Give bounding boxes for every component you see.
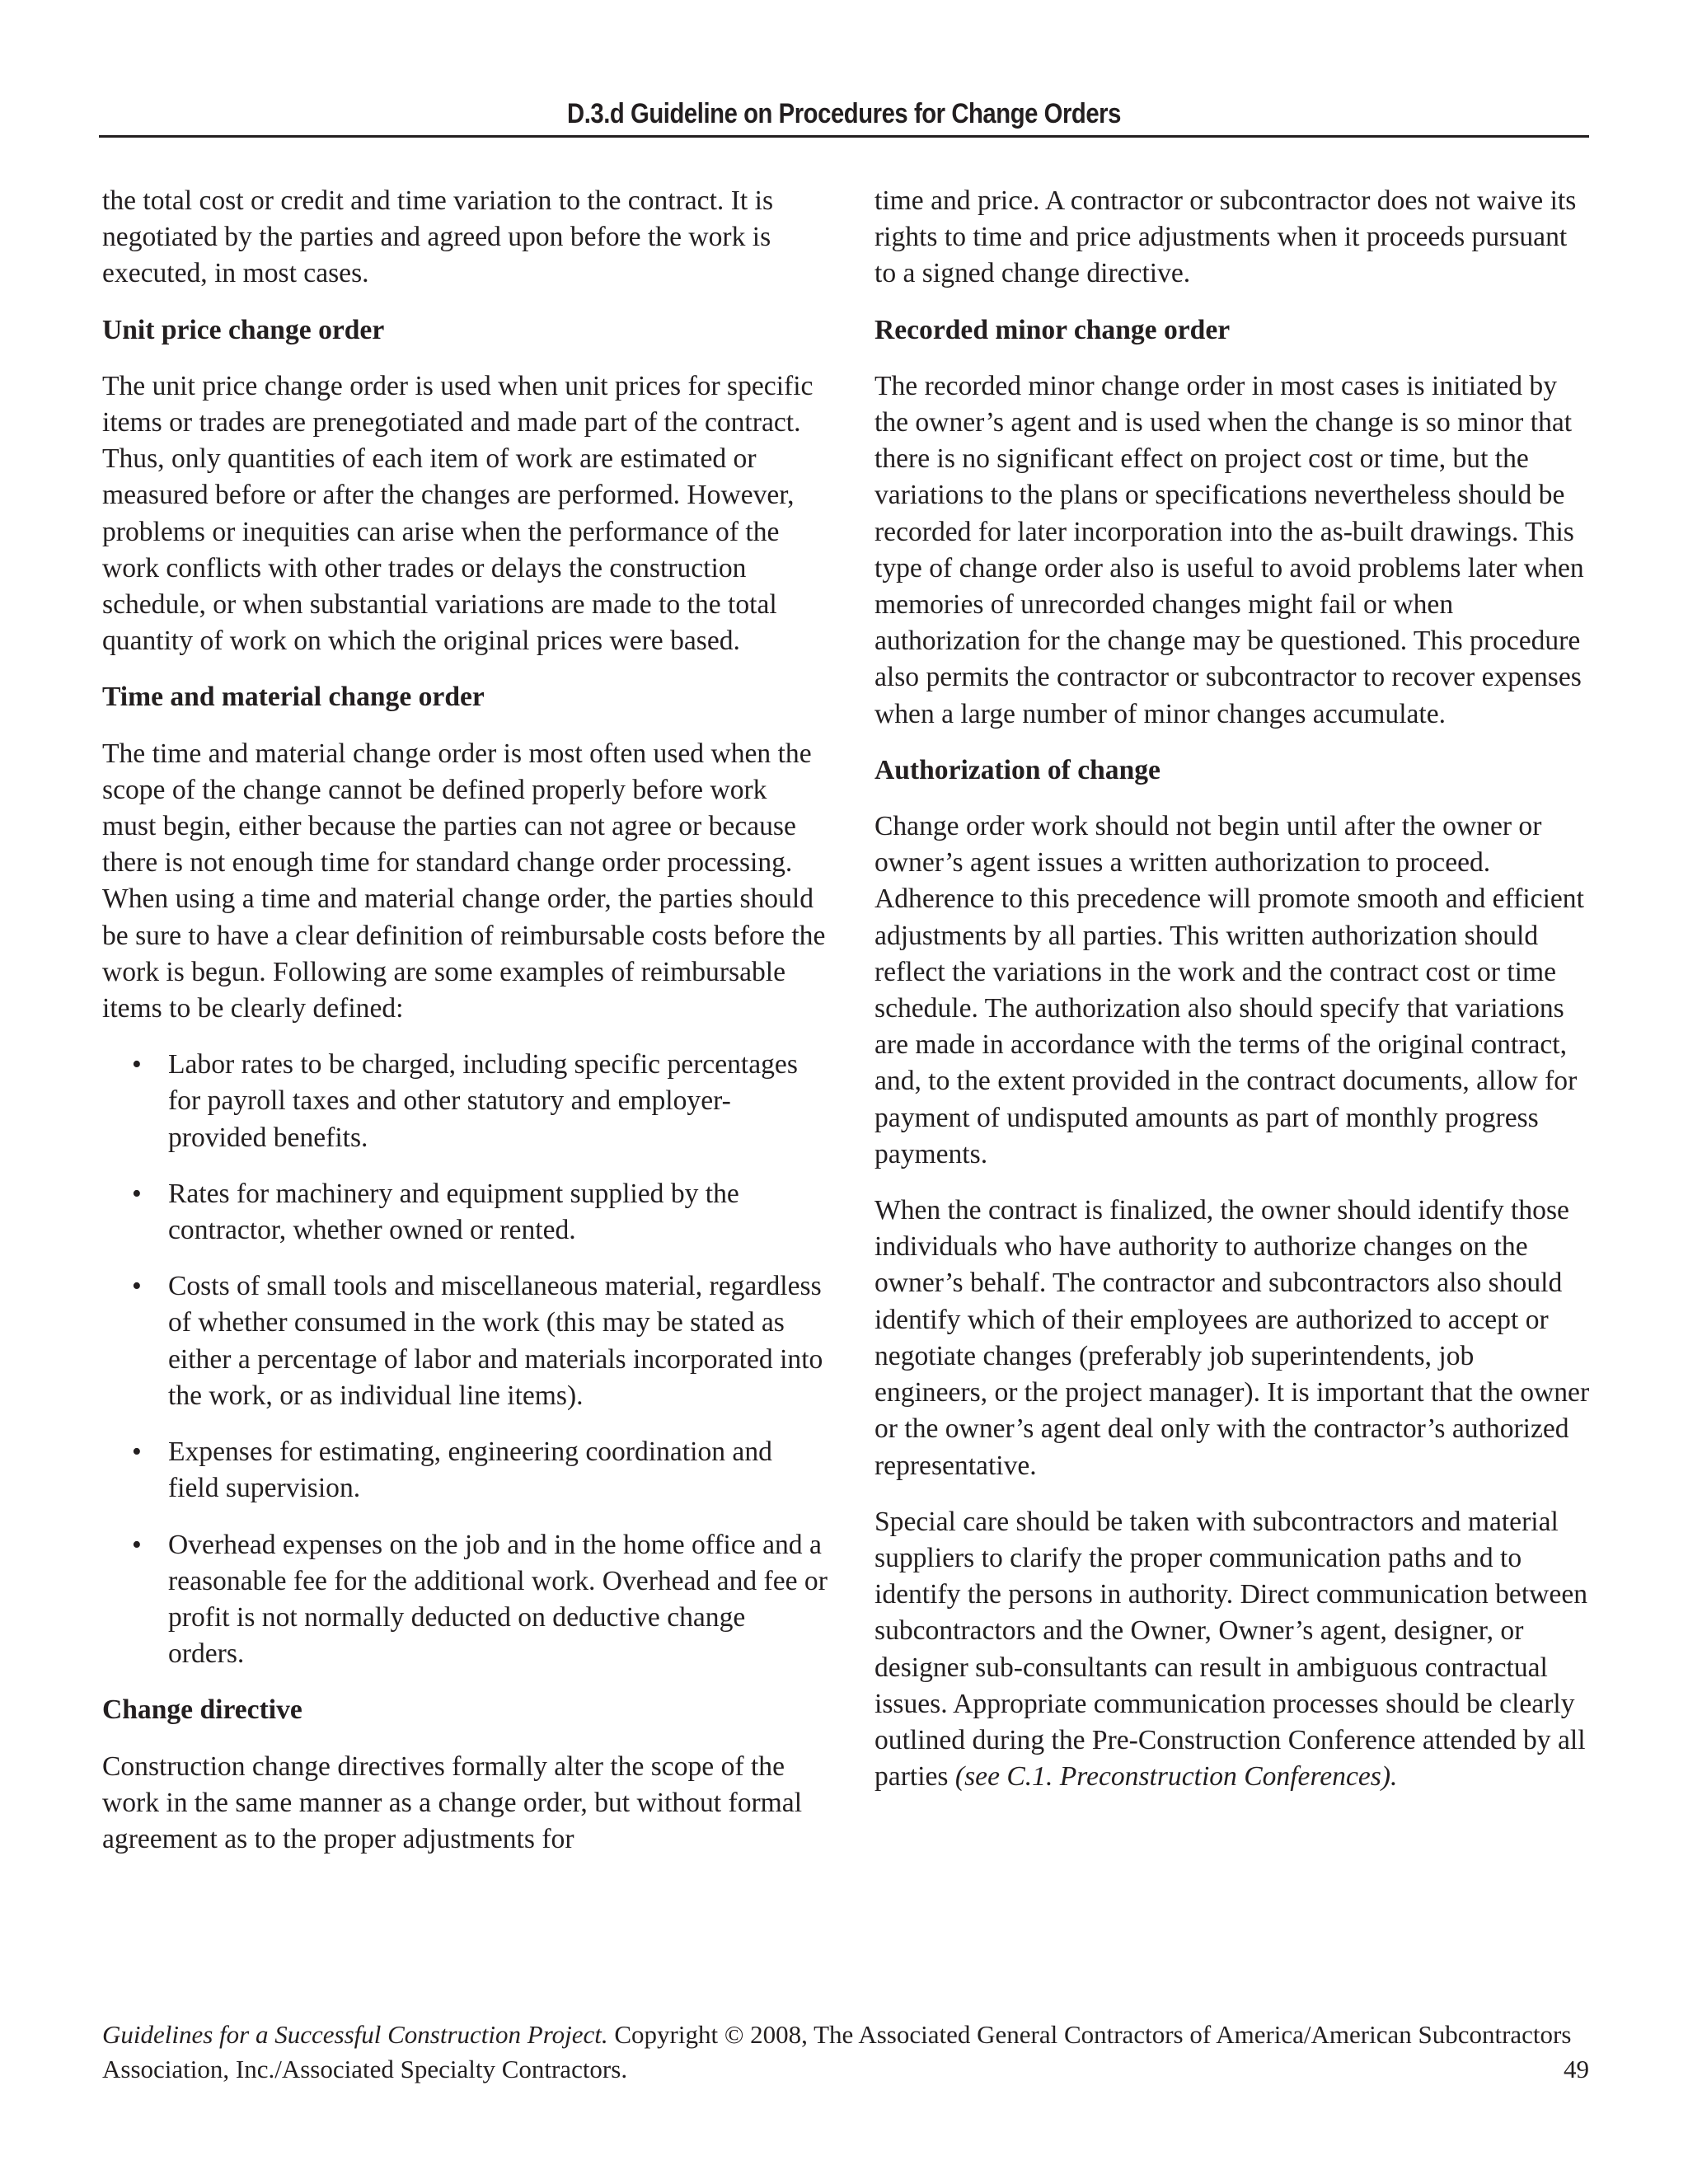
bullet-icon: •: [132, 1178, 142, 1209]
right-column: [874, 183, 1592, 1815]
list-item: [102, 1434, 828, 1507]
authorization-paragraph-3: [874, 1504, 1592, 1796]
list-item-text: Rates for machinery and equipment supplied by the contractor, whether owned or rented.: [168, 1178, 739, 1246]
reimbursable-items-list: [102, 1047, 828, 1672]
list-item: [102, 1176, 828, 1249]
list-item-text: Overhead expenses on the job and in the home office and a reasonable fee for the additional work. Overhead and fee or profit is not normally deducted on deductive change orders.: [168, 1529, 828, 1670]
list-item-text: Expenses for estimating, engineering coordination and field supervision.: [168, 1436, 772, 1504]
page-title: D.3.d Guideline on Procedures for Change Orders: [567, 98, 1121, 129]
left-intro-paragraph: the total cost or credit and time variation to the contract. It is negotiated by the parties and agreed upon before the work is executed, in most cases.: [102, 185, 774, 289]
list-item: [102, 1527, 828, 1673]
footer-copyright: Copyright © 2008, The Associated General Contractors of America/American Subcontractors Association, Inc./Associated Specialty Contractors.: [102, 2020, 1572, 2083]
cross-reference-link[interactable]: (see C.1. Preconstruction Conferences).: [954, 1761, 1398, 1793]
bullet-icon: •: [132, 1271, 142, 1302]
time-material-paragraph: The time and material change order is most often used when the scope of the change cannot be defined properly before work must begin, either because the parties can not agree or because there is not enough time for standard change order processing. When using a time and material change order, the parties should be sure to have a clear definition of reimbursable costs before the work is begun. Following are some examples of reimbursable items to be clearly defined:: [102, 738, 826, 1024]
unit-price-paragraph: The unit price change order is used when unit prices for specific items or trades are prenegotiated and made part of the contract. Thus, only quantities of each item of work are estimated or measured before or after the changes are performed. However, problems or inequities can arise when the performance of the work conflicts with other trades or delays the construction schedule, or when substantial variations are made to the total quantity of work on which the original prices were based.: [102, 370, 814, 657]
list-item-text: Costs of small tools and miscellaneous material, regardless of whether consumed in the work (this may be stated as either a percentage of labor and materials incorporated into the work, or as individual line items).: [168, 1271, 823, 1411]
authorization-heading: Authorization of change: [874, 754, 1160, 785]
change-directive-paragraph: Construction change directives formally alter the scope of the work in the same manner as a change order, but without formal agreement as to the proper adjustments for: [102, 1750, 803, 1854]
bullet-icon: •: [132, 1436, 142, 1468]
authorization-paragraph-1: Change order work should not begin until after the owner or owner’s agent issues a written authorization to proceed. Adherence to this precedence will promote smooth and efficient adjustments by all parties. This written authorization should reflect the variations in the work and the contract cost or time schedule. The authorization also should specify that variations are made in accordance with the terms of the original contract, and, to the extent provided in the contract documents, allow for payment of undisputed amounts as part of monthly progress payments.: [874, 811, 1584, 1169]
change-directive-heading: Change directive: [102, 1694, 302, 1726]
unit-price-heading: Unit price change order: [102, 314, 385, 345]
list-item: [102, 1047, 828, 1156]
bullet-icon: •: [132, 1049, 142, 1080]
page-footer: [102, 2018, 1589, 2087]
page-number: 49: [1564, 2055, 1589, 2083]
left-column: [102, 183, 828, 1877]
bullet-icon: •: [132, 1529, 142, 1560]
authorization-paragraph-2: When the contract is finalized, the owner should identify those individuals who have authority to authorize changes on the owner’s behalf. The contractor and subcontractors also should identify which of their employees are authorized to accept or negotiate changes (preferably job superintendents, job engineers, or the project manager). It is important that the owner or the owner’s agent deal only with the contractor’s authorized representative.: [874, 1195, 1590, 1481]
recorded-minor-heading: Recorded minor change order: [874, 314, 1231, 345]
time-material-heading: Time and material change order: [102, 682, 485, 713]
authorization-paragraph-3-text: Special care should be taken with subcontractors and material suppliers to clarify the proper communication paths and to identify the persons in authority. Direct communication between subcontractors and the Owner, Owner’s agent, designer, or designer sub-consultants can result in ambiguous contractual issues. Appropriate communication processes should be clearly outlined during the Pre-Construction Conference attended by all parties: [874, 1506, 1588, 1793]
right-intro-paragraph: time and price. A contractor or subcontractor does not waive its rights to time and price adjustments when it proceeds pursuant to a signed change directive.: [874, 185, 1577, 289]
list-item: [102, 1268, 828, 1414]
list-item-text: Labor rates to be charged, including specific percentages for payroll taxes and other statutory and employer-provided benefits.: [168, 1049, 798, 1153]
running-header: [99, 92, 1589, 138]
footer-book-title: Guidelines for a Successful Construction Project.: [102, 2020, 608, 2049]
recorded-minor-paragraph: The recorded minor change order in most cases is initiated by the owner’s agent and is used when the change is so minor that there is no significant effect on project cost or time, but the variations to the plans or specifications nevertheless should be recorded for later incorporation into the as-built drawings. This type of change order also is useful to avoid problems later when memories of unrecorded changes might fail or when authorization for the change may be questioned. This procedure also permits the contractor or subcontractor to recover expenses when a large number of minor changes accumulate.: [874, 370, 1584, 729]
